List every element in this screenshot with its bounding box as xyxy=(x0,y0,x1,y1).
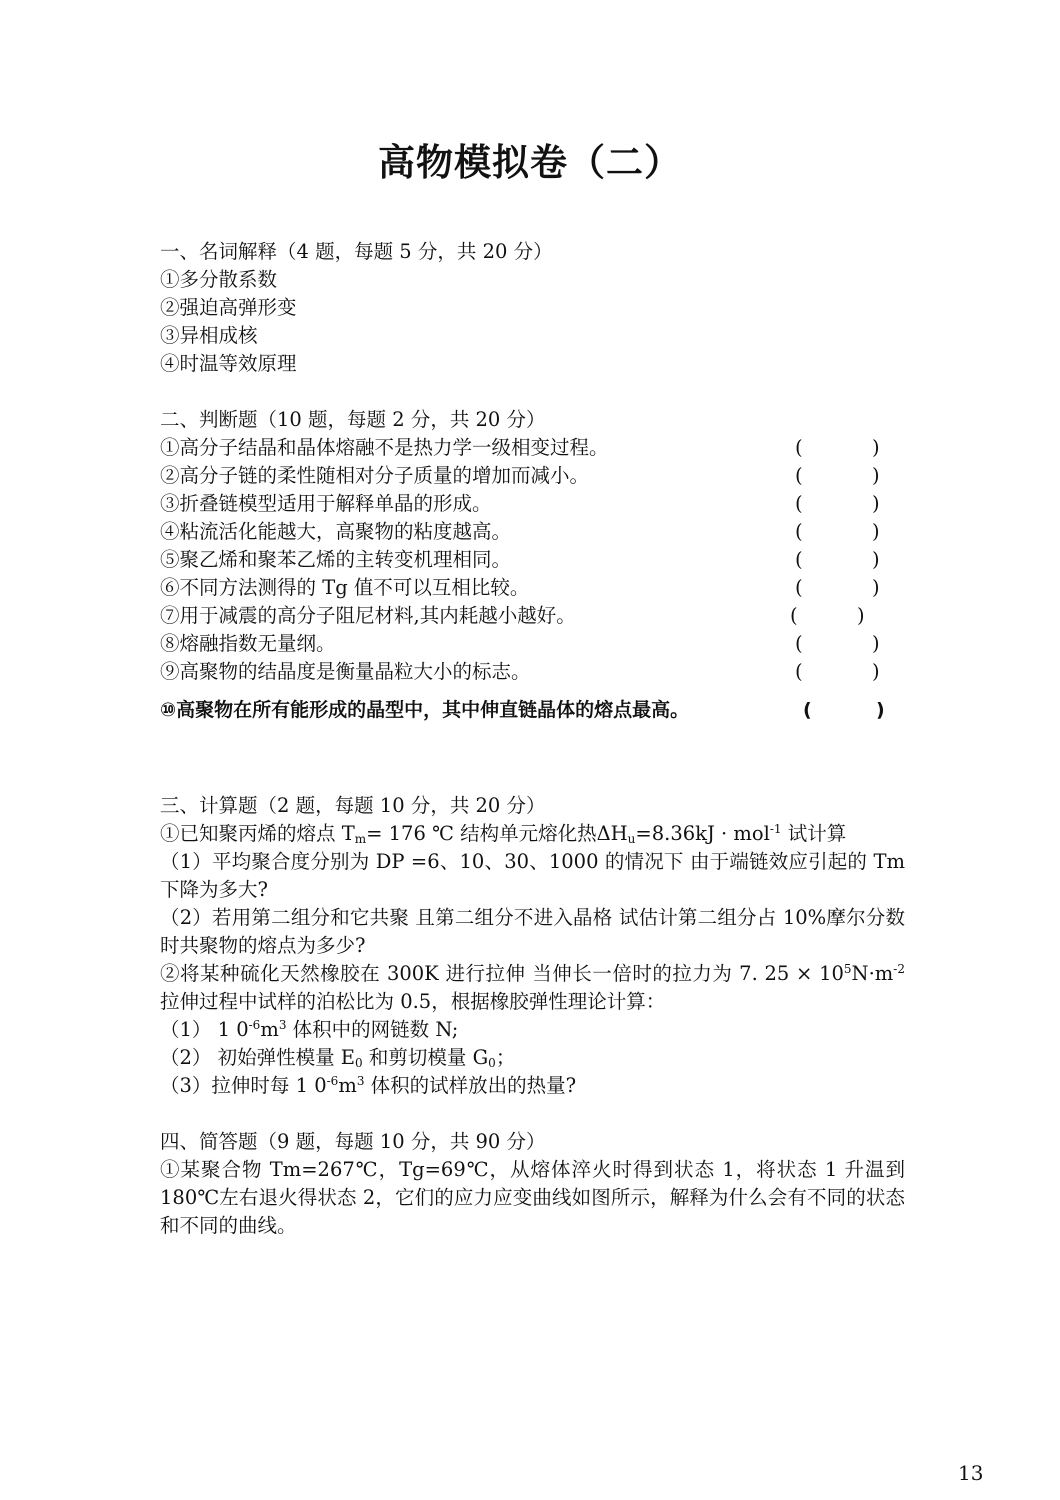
section-calculation xyxy=(160,792,905,1100)
section3-heading: 三、计算题（2 题，每题 10 分，共 20 分） xyxy=(160,794,546,817)
answer-bracket-close: ) xyxy=(872,520,880,543)
answer-bracket-open: ( xyxy=(795,492,803,515)
sub-text: （3）拉伸时每 1 0 xyxy=(160,1074,327,1097)
subscript: m xyxy=(354,832,367,846)
definition-item: ②强迫高弹形变 xyxy=(160,296,297,319)
judge-question: ③折叠链模型适用于解释单晶的形成。 xyxy=(160,492,492,515)
section1-heading: 一、名词解释（4 题，每题 5 分，共 20 分） xyxy=(160,240,553,263)
subscript: 0 xyxy=(488,1056,496,1070)
q1-text: 试计算 xyxy=(781,822,847,845)
page-title: 高物模拟卷（二） xyxy=(378,140,682,184)
answer-bracket-close: ) xyxy=(872,548,880,571)
superscript: -1 xyxy=(769,822,782,836)
superscript: -6 xyxy=(326,1074,339,1088)
subscript: 0 xyxy=(355,1056,363,1070)
q2-text: 拉伸过程中试样的泊松比为 0.5，根据橡胶弹性理论计算： xyxy=(160,990,666,1013)
sub-text: 体积中的网链数 N; xyxy=(286,1018,459,1041)
judge-item xyxy=(160,462,905,490)
judge-question: ⑨高聚物的结晶度是衡量晶粒大小的标志。 xyxy=(160,660,531,683)
answer-bracket-close: ) xyxy=(872,660,880,683)
calc-question-2 xyxy=(160,960,905,1016)
answer-bracket-open: ( xyxy=(790,604,798,627)
q1-text: =8.36kJ · mol xyxy=(635,822,770,845)
q1-text: = 176 ℃ 结构单元熔化热ΔH xyxy=(366,822,628,845)
judge-item xyxy=(160,434,905,462)
section-short-answer xyxy=(160,1128,905,1240)
calc-subquestion: （1）平均聚合度分别为 DP =6、10、30、1000 的情况下 由于端链效应引起的 Tm 下降为多大? xyxy=(160,850,905,901)
calc-question-1 xyxy=(160,820,905,848)
answer-bracket-close: ) xyxy=(872,632,880,655)
answer-bracket-open: ( xyxy=(795,548,803,571)
definition-item: ③异相成核 xyxy=(160,324,258,347)
judge-item xyxy=(160,658,905,686)
superscript: -2 xyxy=(893,962,905,976)
judge-question: ②高分子链的柔性随相对分子质量的增加而减小。 xyxy=(160,464,590,487)
sub-text: 体积的试样放出的热量? xyxy=(364,1074,577,1097)
sub-text: （1） 1 0 xyxy=(160,1018,249,1041)
definition-item: ①多分散系数 xyxy=(160,268,278,291)
judge-question: ④粘流活化能越大，高聚物的粘度越高。 xyxy=(160,520,512,543)
calc-subquestion xyxy=(160,1072,905,1100)
superscript: 3 xyxy=(356,1074,365,1088)
judge-question: ⑥不同方法测得的 Tg 值不可以互相比较。 xyxy=(160,576,530,599)
judge-item xyxy=(160,602,905,630)
judge-item xyxy=(160,546,905,574)
judge-question: ⑦用于减震的高分子阻尼材料,其内耗越小越好。 xyxy=(160,604,576,627)
judge-question: ⑧熔融指数无量纲。 xyxy=(160,632,336,655)
judge-item xyxy=(160,574,905,602)
answer-bracket-open: ( xyxy=(795,632,803,655)
definition-item: ④时温等效原理 xyxy=(160,352,297,375)
answer-bracket-close: ) xyxy=(872,492,880,515)
superscript: 5 xyxy=(843,962,852,976)
answer-bracket-open: ( xyxy=(795,660,803,683)
answer-bracket-close: ) xyxy=(857,604,865,627)
calc-subquestion xyxy=(160,1044,905,1072)
answer-bracket-close: ) xyxy=(872,436,880,459)
subscript: u xyxy=(627,832,636,846)
judge-question: ①高分子结晶和晶体熔融不是热力学一级相变过程。 xyxy=(160,436,609,459)
answer-bracket-open: ( xyxy=(803,699,812,721)
section-definitions xyxy=(160,238,905,378)
section4-heading: 四、简答题（9 题，每题 10 分，共 90 分） xyxy=(160,1130,546,1153)
sub-text: m xyxy=(338,1074,357,1097)
section2-heading: 二、判断题（10 题，每题 2 分，共 20 分） xyxy=(160,408,546,431)
answer-bracket-open: ( xyxy=(795,464,803,487)
calc-subquestion: （2）若用第二组分和它共聚 且第二组分不进入晶格 试估计第二组分占 10%摩尔分数时共聚物的熔点为多少? xyxy=(160,906,905,957)
q1-text: ①已知聚丙烯的熔点 T xyxy=(160,822,355,845)
page-number: 13 xyxy=(958,1461,984,1485)
section-true-false xyxy=(160,406,905,726)
judge-question: ⑩高聚物在所有能形成的晶型中，其中伸直链晶体的熔点最高。 xyxy=(160,699,690,721)
sub-text: m xyxy=(260,1018,279,1041)
answer-bracket-close: ) xyxy=(876,699,885,721)
q2-text: ②将某种硫化天然橡胶在 300K 进行拉伸 当伸长一倍时的拉力为 7. 25 × 10 xyxy=(160,962,844,985)
calc-subquestion xyxy=(160,1016,905,1044)
answer-bracket-open: ( xyxy=(795,520,803,543)
answer-bracket-close: ) xyxy=(872,576,880,599)
answer-bracket-open: ( xyxy=(795,436,803,459)
sub-text: （2） 初始弹性模量 E xyxy=(160,1046,356,1069)
answer-bracket-close: ) xyxy=(872,464,880,487)
sub-text: ； xyxy=(495,1046,516,1069)
judge-item xyxy=(160,630,905,658)
sub-text: 和剪切模量 G xyxy=(362,1046,489,1069)
superscript: 3 xyxy=(278,1018,287,1032)
judge-item xyxy=(160,490,905,518)
judge-question: ⑤聚乙烯和聚苯乙烯的主转变机理相同。 xyxy=(160,548,512,571)
short-answer-question: ①某聚合物 Tm=267℃，Tg=69℃，从熔体淬火时得到状态 1，将状态 1 升温到 180℃左右退火得状态 2，它们的应力应变曲线如图所示，解释为什么会有不同的状态和不同的曲线。 xyxy=(160,1158,905,1237)
q2-text: N·m xyxy=(851,962,894,985)
superscript: -6 xyxy=(248,1018,261,1032)
answer-bracket-open: ( xyxy=(795,576,803,599)
exam-content xyxy=(160,238,905,1240)
judge-item xyxy=(160,696,905,726)
judge-item xyxy=(160,518,905,546)
